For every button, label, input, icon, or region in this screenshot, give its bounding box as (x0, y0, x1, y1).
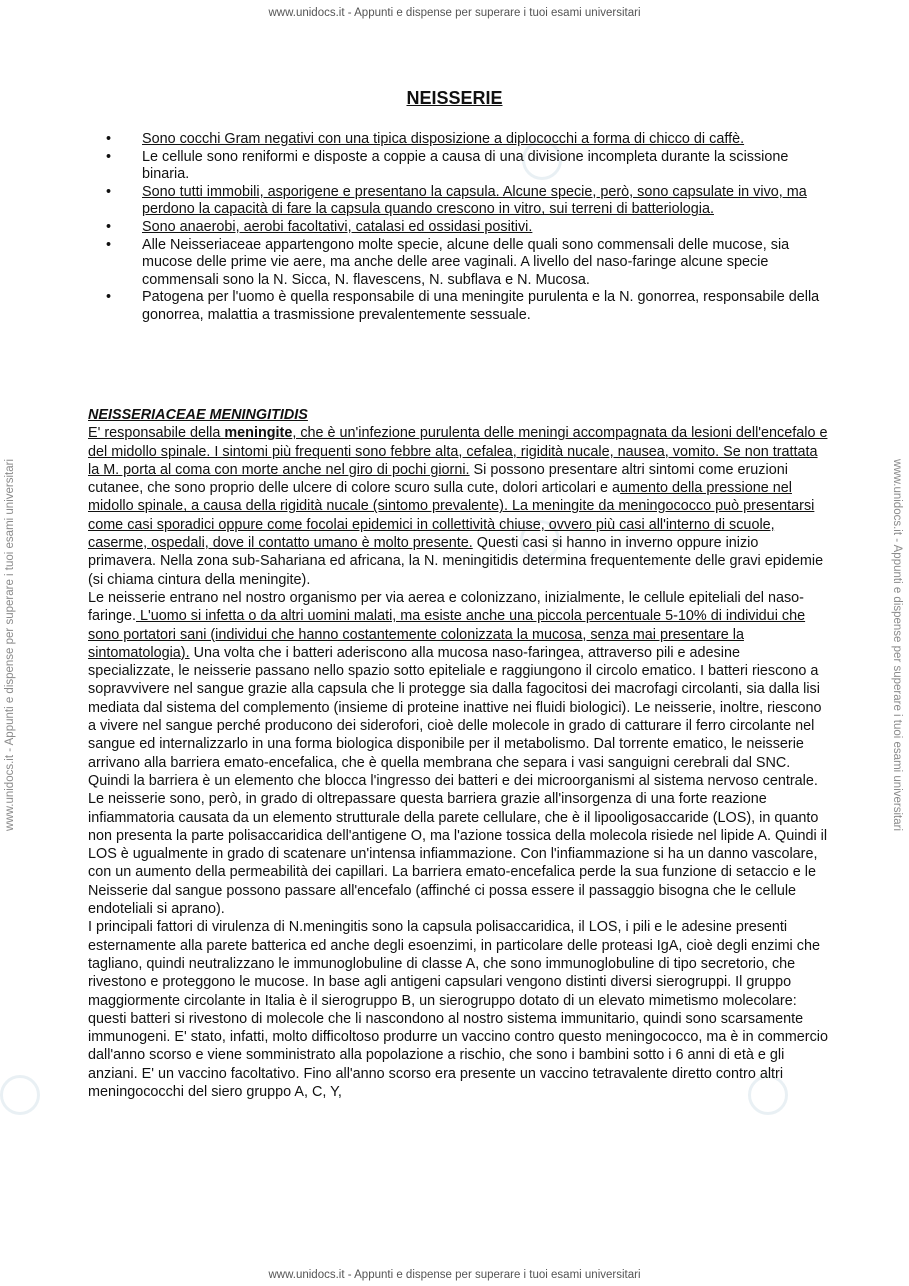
side-watermark-right: www.unidocs.it - Appunti e dispense per superare i tuoi esami universitari (891, 458, 903, 832)
paragraph (88, 424, 828, 589)
text-run: Questi casi si hanno in inverno oppure inizio primavera. Nella zona sub-Sahariana ed africana, la N. meningitidis determina frequentemente delle gravi epidemie (si chiama cintura della meningite). (88, 535, 824, 588)
header-watermark: www.unidocs.it - Appunti e dispense per superare i tuoi esami universitari (268, 7, 641, 19)
side-watermark-left: www.unidocs.it - Appunti e dispense per superare i tuoi esami universitari (4, 458, 16, 832)
list-item: • Sono anaerobi, aerobi facoltativi, catalasi ed ossidasi positivi. (106, 218, 533, 235)
list-item: • Sono cocchi Gram negativi con una tipica disposizione a diplococchi a forma di chicco di caffè. (106, 131, 745, 147)
section-meningitidis (88, 406, 828, 1101)
bullet-text: Le cellule sono reniformi e disposte a coppie a causa di una divisione incompleta durante la scissione binaria. (142, 148, 789, 183)
list-item: • Sono tutti immobili, asporigene e presentano la capsula. Alcune specie, però, sono capsulate in vivo, ma perdono la capacità di fare la capsula quando crescono in vitro, sui terreni di batteriologia. (106, 183, 807, 218)
bullet-list (0, 131, 909, 325)
list-item: • Patogena per l'uomo è quella responsabile di una meningite purulenta e la N. gonorrea, responsabile della gonorrea, malattia a trasmissione prevalentemente sessuale. (106, 289, 820, 323)
text-run: Si possono presentare altri sintomi come eruzioni cutanee, che sono proprio delle ulcere di colore scuro sulla cute, dolori articolari e a (88, 461, 788, 497)
text-run-bold: meningite (224, 425, 293, 442)
bullet-text: Sono anaerobi, aerobi facoltativi, catalasi ed ossidasi positivi. (142, 218, 533, 235)
bullet-text: Sono cocchi Gram negativi con una tipica disposizione a diplococchi a forma di chicco di caffè. (142, 131, 745, 147)
footer-watermark: www.unidocs.it - Appunti e dispense per superare i tuoi esami universitari (268, 1269, 641, 1281)
text-run: , che è un'infezione purulenta delle meningi accompagnata da lesioni dell'encefalo e del midollo spinale. I sintomi più frequenti sono febbre alta, cefalea, rigidità nucale, nausea, vomito. Se non trattata la M. porta al coma con morte anche nel giro di pochi giorni. (88, 425, 828, 478)
text-run: Una volta che i batteri aderiscono alla mucosa naso-faringea, attraverso pili e adesine specializzate, le neisserie passano nello spazio sotto epiteliale e raggiungono il circolo ematico. I batteri riescono a sopravvivere nel sangue grazie alla capsula che li protegge sia dalla fagocitosi dei macrofagi circolanti, sia dalla lisi mediata dal sistema del complemento (insieme di proteine inattive nei fluidi biologici). Le neisserie, inoltre, riescono a vivere nel sangue perché producono dei siderofori, cioè delle molecole in grado di catturare il ferro circolante nel sangue ed internalizzarlo in una forma biologica disponibile per il metabolismo. Dal torrente ematico, le neisserie arrivano alla barriera emato-encefalica, che è quella membrana che separa i vasi sanguigni cerebrali dal SNC. Quindi la barriera è un elemento che blocca l'ingresso dei batteri e dei microorganismi al sistema nervoso centrale. Le neisserie sono, però, in grado di oltrepassare questa barriera grazie all'insorgenza di una forte reazione infiammatoria causata da un elemento strutturale della parete cellulare, che è il lipooligosaccaride (LOS), in quanto non presenta la parte polisaccaridica dell'antigene O, ma l'azione tossica della molecola risiede nel lipide A. Quindi il LOS è ugualmente in grado di scatenare un'intensa infiammazione. Con l'infiammazione si ha un danno vascolare, con un aumento della permeabilità dei capillari. La barriera emato-encefalica perde la sua funzione di setaccio e le Neisserie dal sangue possono passare all'encefalo (affinché ci possa essere il passaggio bisogna che le cellule endoteliali si aprano). (88, 644, 828, 918)
paragraph (88, 589, 828, 918)
paragraph: I principali fattori di virulenza di N.meningitis sono la capsula polisaccaridica, il LOS, i pili e le adesine presenti esternamente alla parete batterica ed anche degli esoenzimi, in particolare delle proteasi IgA, cioè degli enzimi che tagliano, quindi neutralizzano le immunoglobuline di classe A, che sono immunoglobuline di tipo secretorio, che rivestono e proteggono le mucose. In base agli antigeni capsulari vengono distinti diversi sierogruppi. Il gruppo maggiormente circolante in Italia è il sierogruppo B, un sierogruppo dotato di un elevato mimetismo molecolare: questi batteri si rivestono di molecole che li nascondono al nostro sistema immunitario, quindi sono scarsamente immunogeni. E' stato, infatti, molto difficoltoso produrre un vaccino contro questo meningococco, ma è in commercio dall'anno scorso e viene somministrato alla popolazione a rischio, che sono i bambini sotto i 6 anni di età e gli anziani. E' un vaccino facoltativo. Fino all'anno scorso era presente un vaccino tetravalente diretto contro altri meningococchi del siero gruppo A, C, Y, (88, 919, 828, 1100)
bullet-text: Alle Neisseriaceae appartengono molte specie, alcune delle quali sono commensali delle mucose, sia mucose delle prime vie aere, ma anche delle aree vaginali. A livello del naso-faringe alcune specie commensali sono la N. Sicca, N. flavescens, N. subflava e N. Mucosa. (142, 236, 790, 288)
text-run: E' responsabile della (88, 425, 225, 442)
text-run: L'uomo si infetta o da altri uomini malati, ma esiste anche una piccola percentuale 5-10% di individui che sono portatori sani (individui che hanno costantemente colonizzata la mucosa, senza mai presentare la sintomatologia). (88, 608, 806, 661)
list-item: • Le cellule sono reniformi e disposte a coppie a causa di una divisione incompleta durante la scissione binaria. (106, 148, 789, 183)
watermark-logo-icon (0, 1075, 40, 1115)
bullet-text: Patogena per l'uomo è quella responsabile di una meningite purulenta e la N. gonorrea, responsabile della gonorrea, malattia a trasmissione prevalentemente sessuale. (142, 289, 820, 323)
text-run: Le neisserie entrano nel nostro organismo per via aerea e colonizzano, inizialmente, le cellule epiteliali del naso-faringe. (88, 589, 804, 625)
page-title: NEISSERIE (406, 88, 503, 108)
section-title: NEISSERIACEAE MENINGITIDIS (88, 407, 308, 423)
list-item: • Alle Neisseriaceae appartengono molte specie, alcune delle quali sono commensali delle mucose, sia mucose delle prime vie aere, ma anche delle aree vaginali. A livello del naso-faringe alcune specie commensali sono la N. Sicca, N. flavescens, N. subflava e N. Mucosa. (106, 236, 790, 288)
text-run: umento della pressione nel midollo spinale, a causa della rigidità nucale (sintomo prevalente). La meningite da meningococco può presentarsi come casi sporadici oppure come focolai epidemici in collettività chiuse, ovvero più casi all'interno di scuole, caserme, ospedali, dove il contatto umano è molto presente. (88, 480, 815, 552)
bullet-text: Sono tutti immobili, asporigene e presentano la capsula. Alcune specie, però, sono capsulate in vivo, ma perdono la capacità di fare la capsula quando crescono in vitro, sui terreni di batteriologia. (142, 183, 807, 218)
